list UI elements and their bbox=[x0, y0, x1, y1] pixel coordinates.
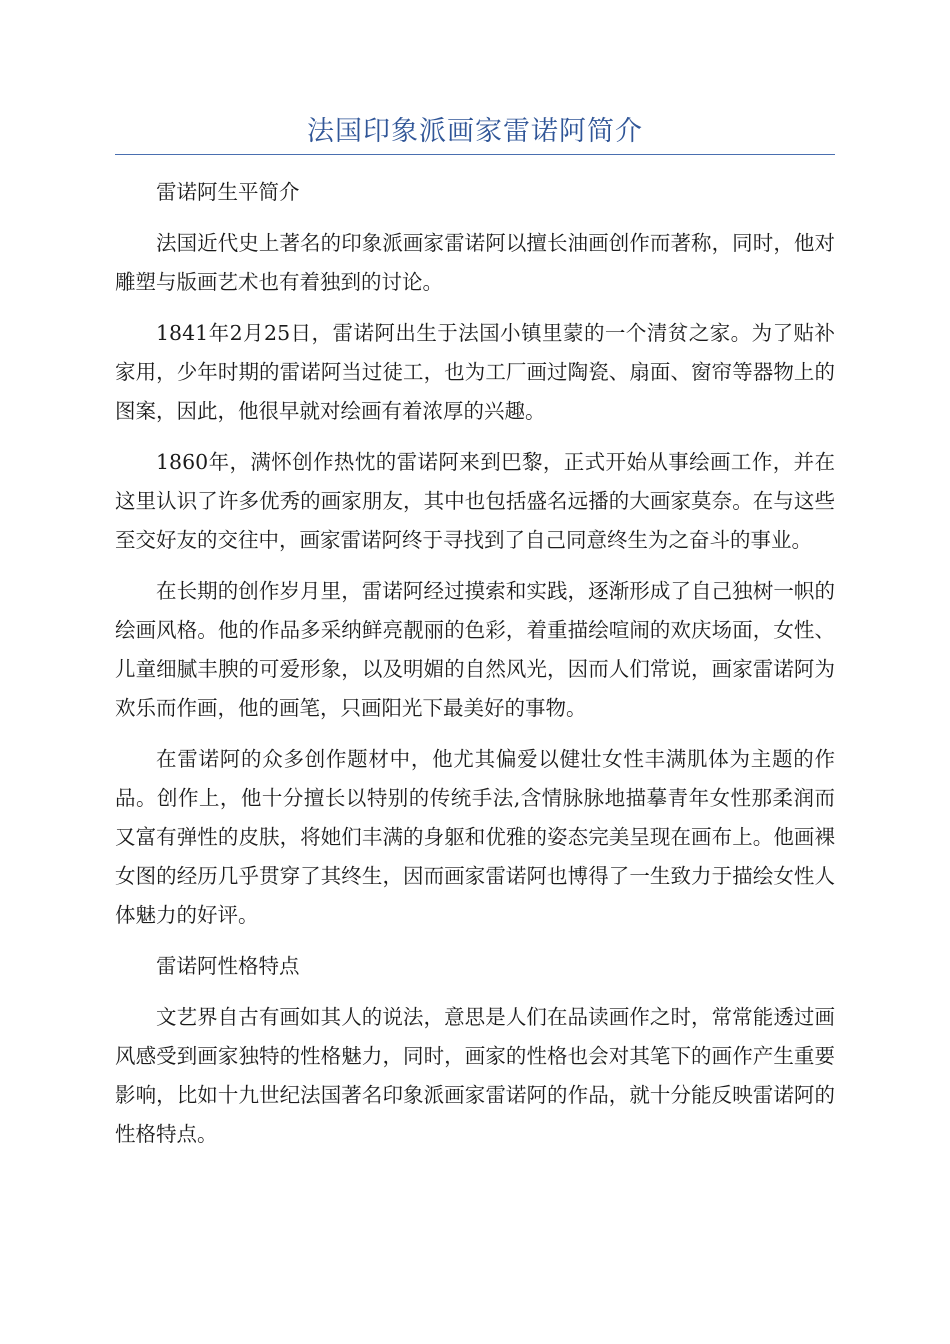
section-heading-personality: 雷诺阿性格特点 bbox=[156, 954, 300, 978]
paragraph-subjects: 在雷诺阿的众多创作题材中，他尤其偏爱以健壮女性丰满肌体为主题的作品。创作上，他十分擅长以特别的传统手法,含情脉脉地描摹青年女性那柔润而又富有弹性的皮肤，将她们丰满的身躯和优雅的姿态完美呈现在画布上。他画裸女图的经历几乎贯穿了其终生，因而画家雷诺阿也博得了一生致力于描绘女性人体魅力的好评。 bbox=[115, 747, 835, 927]
document-title: 法国印象派画家雷诺阿简介 bbox=[307, 116, 643, 147]
paragraph-style: 在长期的创作岁月里，雷诺阿经过摸索和实践，逐渐形成了自己独树一帜的绘画风格。他的作品多采纳鲜亮靓丽的色彩，着重描绘喧闹的欢庆场面，女性、儿童细腻丰腴的可爱形象，以及明媚的自然风光，因而人们常说，画家雷诺阿为欢乐而作画，他的画笔，只画阳光下最美好的事物。 bbox=[115, 579, 835, 720]
paragraph-birth: 1841年2月25日，雷诺阿出生于法国小镇里蒙的一个清贫之家。为了贴补家用，少年时期的雷诺阿当过徒工，也为工厂画过陶瓷、扇面、窗帘等器物上的图案，因此，他很早就对绘画有着浓厚的兴趣。 bbox=[115, 321, 835, 423]
paragraph-paris: 1860年，满怀创作热忱的雷诺阿来到巴黎，正式开始从事绘画工作，并在这里认识了许多优秀的画家朋友，其中也包括盛名远播的大画家莫奈。在与这些至交好友的交往中，画家雷诺阿终于寻找到了自己同意终生为之奋斗的事业。 bbox=[115, 450, 835, 552]
title-underline bbox=[115, 154, 835, 155]
document-page bbox=[115, 112, 835, 1166]
section-heading-biography: 雷诺阿生平简介 bbox=[156, 180, 300, 204]
paragraph-intro: 法国近代史上著名的印象派画家雷诺阿以擅长油画创作而著称，同时，他对雕塑与版画艺术也有着独到的讨论。 bbox=[115, 231, 835, 294]
paragraph-personality: 文艺界自古有画如其人的说法，意思是人们在品读画作之时，常常能透过画风感受到画家独特的性格魅力，同时，画家的性格也会对其笔下的画作产生重要影响，比如十九世纪法国著名印象派画家雷诺阿的作品，就十分能反映雷诺阿的性格特点。 bbox=[115, 1005, 835, 1146]
